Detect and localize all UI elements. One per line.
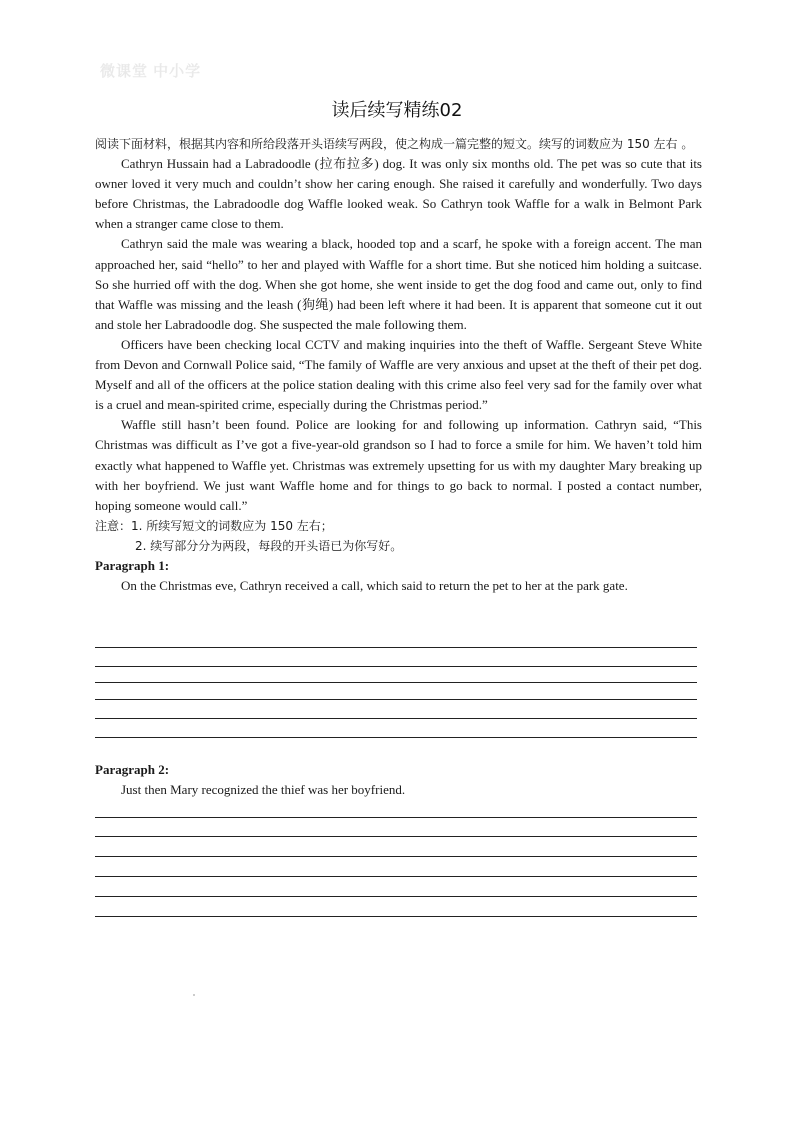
writing-line [95,876,697,877]
paragraph-1-label: Paragraph 1: [95,557,170,573]
note-1: 注意：1. 所续写短文的词数应为 150 左右； [95,518,333,533]
page-title: 读后续写精练02 [331,100,463,121]
writing-line [95,896,697,897]
passage-paragraph-2: Cathryn said the male was wearing a black, hooded top and a scarf, he spoke with a foreign accent. The man approached her, said “hello” to her and played with Waffle for a short time. But she noticed him holding a suitcase. So she hurried off with the dog. When she got home, she went inside to get the dog food and came out, only to find that Waffle was missing and the leash (狗绳) had been left where it had been. It is apparent that someone cut it out and stole her Labradoodle dog. She suspected the male following them. [95,236,702,332]
writing-line [95,718,697,719]
scan-speck [193,994,195,996]
paragraph-2-opening: Just then Mary recognized the thief was her boyfriend. [121,782,406,797]
writing-line [95,666,697,667]
note-2: 2. 续写部分分为两段，每段的开头语已为你写好。 [135,538,403,553]
paragraph-2-label: Paragraph 2: [95,762,170,777]
writing-line [95,682,697,683]
writing-line [95,647,697,648]
watermark-logo: 微课堂 中小学 [100,63,202,80]
writing-line [95,836,697,837]
instructions: 阅读下面材料，根据其内容和所给段落开头语续写两段，使之构成一篇完整的短文。续写的词数应为 150 左右 。 [95,137,694,151]
writing-line [95,737,697,738]
writing-line [95,856,697,857]
writing-line [95,916,697,917]
paragraph-2-block [95,760,702,800]
passage-paragraph-4: Waffle still hasn’t been found. Police are looking for and following up information. Cathryn said, “This Christmas was difficult as I’ve got a five-year-old grandson so I had to force a smile for him. We haven’t told him exactly what happened to Waffle yet. Christmas was extremely upsetting for us with my daughter Mary breaking up with her boyfriend. We just want Waffle home and for things to go back to normal. I posted a contact number, hoping someone would call.” [95,417,702,513]
passage-paragraph-1: Cathryn Hussain had a Labradoodle (拉布拉多) dog. It was only six months old. The pet was so cute that its owner loved it very much and couldn’t show her caring enough. She raised it carefully and wonderfully. Two days before Christmas, the Labradoodle dog Waffle looked weak. So Cathryn took Waffle for a walk in Belmont Park when a stranger came close to them. [95,156,702,232]
writing-line [95,699,697,700]
writing-line [95,817,697,818]
passage-paragraph-3: Officers have been checking local CCTV and making inquiries into the theft of Waffle. Sergeant Steve White from Devon and Cornwall Police said, “The family of Waffle are very anxious and upset at the theft of their pet dog. Myself and all of the officers at the police station dealing with this crime also feel very sad for the family over what is a cruel and mean-spirited crime, especially during the Christmas period.” [95,336,702,413]
article-body [95,134,702,596]
paragraph-1-opening: On the Christmas eve, Cathryn received a call, which said to return the pet to her at the park gate. [121,577,628,593]
